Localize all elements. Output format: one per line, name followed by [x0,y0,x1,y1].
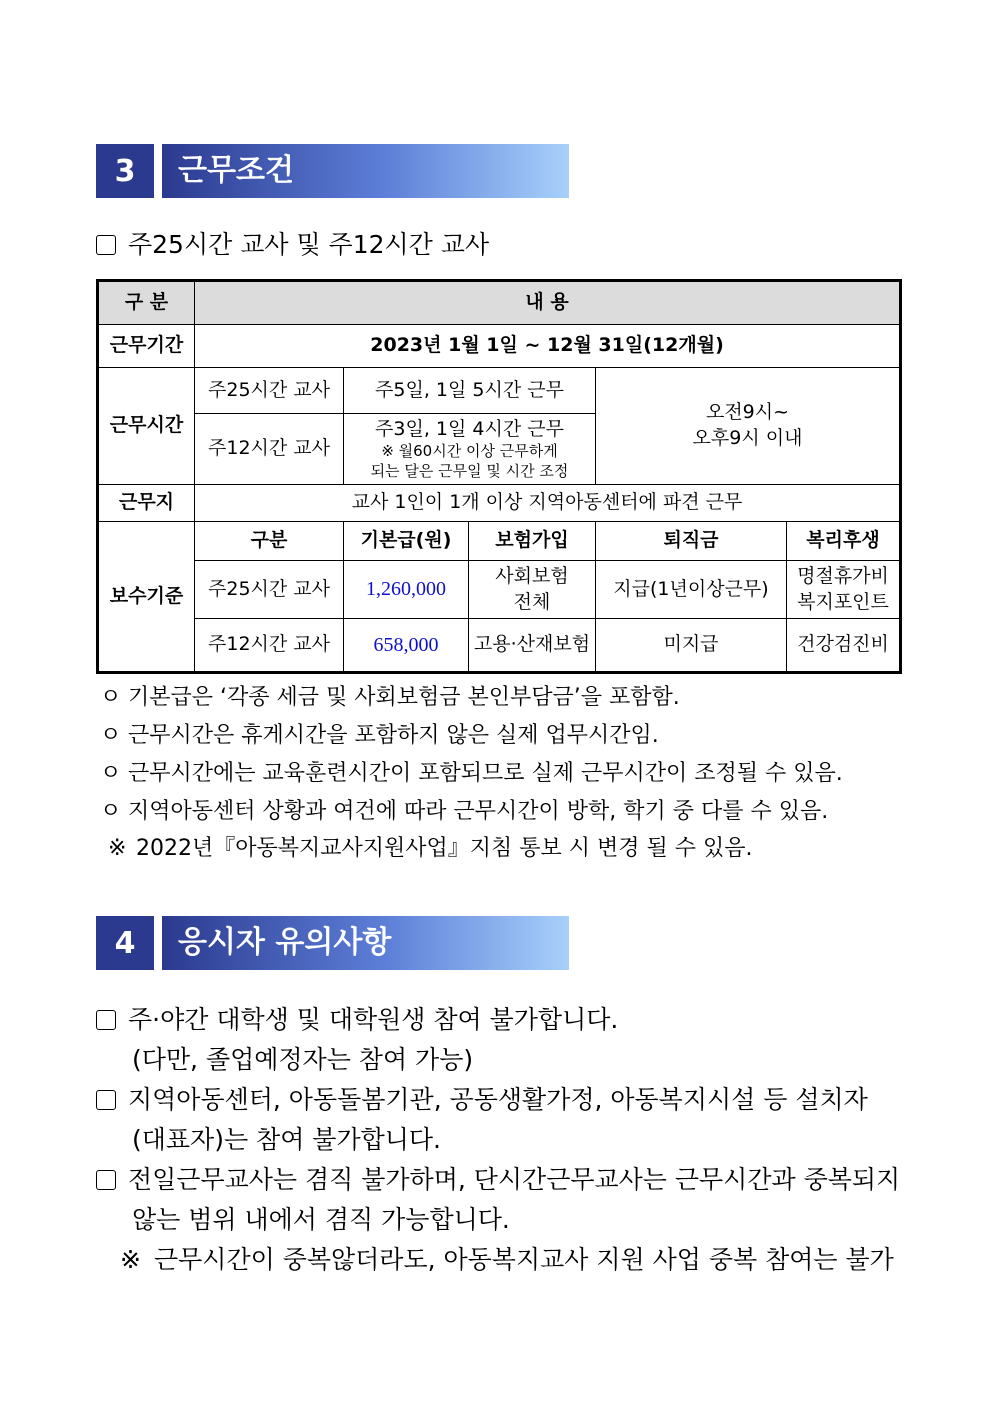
note-text: 기본급은 ‘각종 세금 및 사회보험금 본인부담금’을 포함함. [128,685,680,710]
section-3-title: 근무조건 [162,144,569,198]
pay-insurance-12: 고용·산재보험 [469,619,596,673]
hours-type-12: 주12시간 교사 [195,414,344,485]
pay-base-12: 658,000 [344,619,469,673]
notice-item-1 [96,1000,618,1080]
pay-type-25: 주25시간 교사 [195,561,344,619]
bullet-icon: ㅇ [100,761,122,786]
notice-item-1-line2: (다만, 졸업예정자는 참여 가능) [132,1045,474,1074]
pay-col-category: 구분 [195,522,344,561]
pay-base-25: 1,260,000 [344,561,469,619]
notice-item-3-line2: 않는 범위 내에서 겸직 가능합니다. [132,1205,510,1234]
hours-range-line2: 오후9시 이내 [692,427,803,449]
hours-detail-12 [344,414,596,485]
hours-detail-12-note2: 되는 달은 근무일 및 시간 조정 [370,461,569,480]
pay-insurance-25 [469,561,596,619]
checkbox-icon [96,1010,116,1030]
checkbox-icon [96,1090,116,1110]
hours-detail-12-note1: ※ 월60시간 이상 근무하게 [381,442,558,461]
header-content: 내 용 [195,281,901,325]
section-3-number: 3 [96,144,154,198]
section-3-header [96,144,569,198]
place-row [98,485,901,522]
period-row [98,325,901,368]
hours-detail-12-main: 주3일, 1일 4시간 근무 [375,417,564,440]
work-conditions-table [96,279,902,674]
note-1 [100,679,680,717]
notice-item-3 [96,1160,900,1240]
reference-mark-icon: ※ [108,836,127,861]
pay-col-insurance: 보험가입 [469,522,596,561]
bullet-icon: ㅇ [100,799,122,824]
note-2 [100,717,659,755]
place-label: 근무지 [98,485,195,522]
notice-item-1-line1: 주·야간 대학생 및 대학원생 참여 불가합니다. [128,1005,619,1034]
notice-item-2-line1: 지역아동센터, 아동돌봄기관, 공동생활가정, 아동복지시설 등 설치자 [128,1085,868,1114]
remark-text: 2022년『아동복지교사지원사업』지침 통보 시 변경 될 수 있음. [136,836,753,861]
remark-3 [108,830,753,868]
header-category: 구 분 [98,281,195,325]
section-4-header [96,916,569,970]
pay-insurance-25-line1: 사회보험 [495,564,569,587]
hours-label: 근무시간 [98,368,195,485]
period-value: 2023년 1월 1일 ~ 12월 31일(12개월) [195,325,901,368]
hours-row-25 [98,368,901,414]
pay-col-base: 기본급(원) [344,522,469,561]
hours-detail-25: 주5일, 1일 5시간 근무 [344,368,596,414]
hours-range-line1: 오전9시~ [705,401,790,424]
pay-row-25 [98,561,901,619]
section-4-number: 4 [96,916,154,970]
note-text: 근무시간은 휴게시간을 포함하지 않은 실제 업무시간임. [128,723,659,748]
pay-insurance-25-line2: 전체 [513,590,551,613]
notice-item-2 [96,1080,868,1160]
section-4-title: 응시자 유의사항 [162,916,569,970]
hours-range [596,368,901,485]
remark-4-text: 근무시간이 중복않더라도, 아동복지교사 지원 사업 중복 참여는 불가 [154,1245,894,1274]
notice-item-3-line1: 전일근무교사는 겸직 불가하며, 단시간근무교사는 근무시간과 중복되지 [128,1165,901,1194]
pay-header-row [98,522,901,561]
section-3-subheading [96,225,489,265]
note-text: 근무시간에는 교육훈련시간이 포함되므로 실제 근무시간이 조정될 수 있음. [128,761,843,786]
pay-welfare-25 [787,561,901,619]
pay-col-welfare: 복리후생 [787,522,901,561]
checkbox-icon [96,1170,116,1190]
pay-severance-12: 미지급 [596,619,787,673]
note-3 [100,755,843,793]
subheading-text: 주25시간 교사 및 주12시간 교사 [128,230,490,259]
bullet-icon: ㅇ [100,723,122,748]
pay-welfare-25-line2: 복지포인트 [797,590,889,613]
pay-label: 보수기준 [98,522,195,673]
reference-mark-icon: ※ [120,1245,141,1274]
pay-welfare-12: 건강검진비 [787,619,901,673]
pay-row-12 [98,619,901,673]
place-value: 교사 1인이 1개 이상 지역아동센터에 파견 근무 [195,485,901,522]
note-4 [100,793,828,831]
period-label: 근무기간 [98,325,195,368]
pay-welfare-25-line1: 명절휴가비 [797,564,889,587]
table-header-row [98,281,901,325]
pay-severance-25: 지급(1년이상근무) [596,561,787,619]
pay-col-severance: 퇴직금 [596,522,787,561]
checkbox-icon [96,235,116,255]
note-text: 지역아동센터 상황과 여건에 따라 근무시간이 방학, 학기 중 다를 수 있음. [128,799,829,824]
pay-type-12: 주12시간 교사 [195,619,344,673]
remark-4 [120,1240,894,1280]
bullet-icon: ㅇ [100,685,122,710]
notice-item-2-line2: (대표자)는 참여 불가합니다. [132,1125,441,1154]
hours-type-25: 주25시간 교사 [195,368,344,414]
